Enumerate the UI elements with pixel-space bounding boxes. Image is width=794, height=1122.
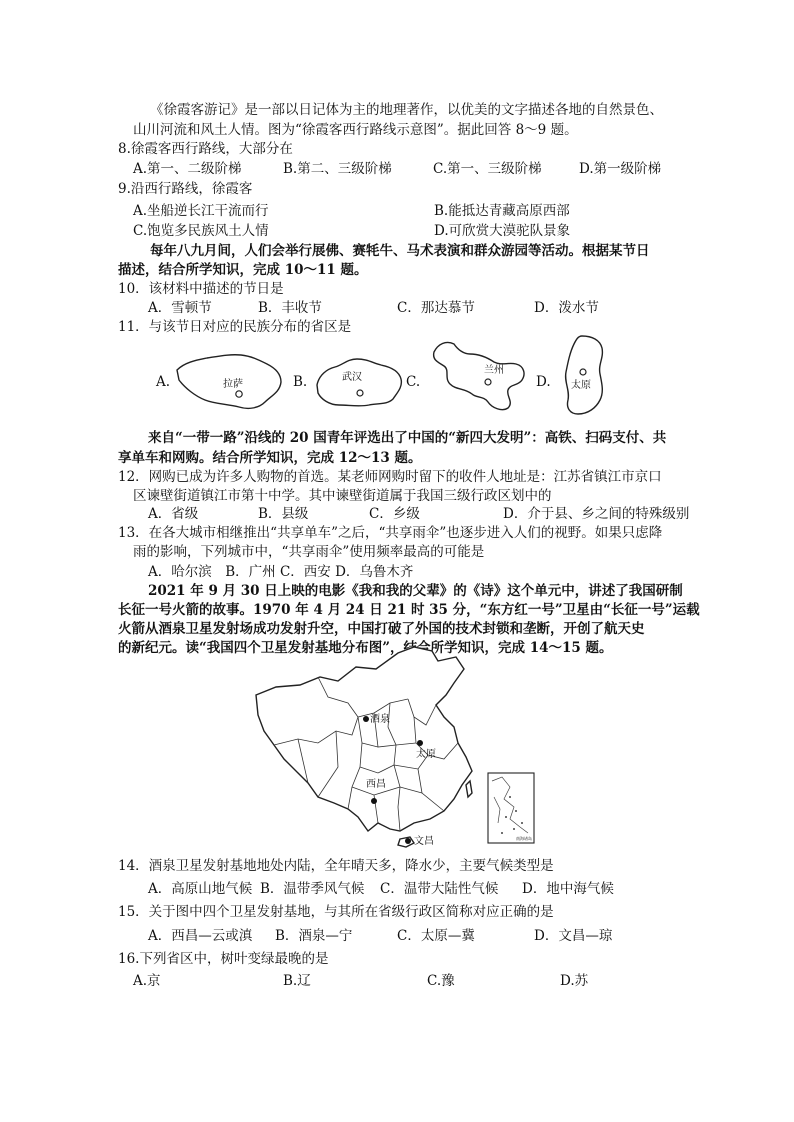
q8-option-b[interactable]: B.第二、三级阶梯	[283, 161, 392, 177]
map-label-jiuquan: 酒泉	[370, 714, 390, 725]
intro2-line2: 描述，结合所学知识，完成 10～11 题。	[118, 262, 368, 278]
intro4-line3: 火箭从酒泉卫星发射场成功发射升空，中国打破了外国的技术封锁和垄断，开创了航天史	[118, 621, 645, 637]
q12-option-c[interactable]: C．乡级	[369, 506, 420, 522]
hubei-map	[313, 355, 405, 411]
q10-option-d[interactable]: D．泼水节	[534, 300, 599, 316]
q15-stem: 15．关于图中四个卫星发射基地，与其所在省级行政区简称对应正确的是	[118, 904, 554, 920]
q11-stem: 11．与该节日对应的民族分布的省区是	[118, 319, 352, 335]
q8-option-c[interactable]: C.第一、三级阶梯	[433, 161, 542, 177]
q9-option-b[interactable]: B.能抵达青藏高原西部	[434, 203, 570, 219]
inset-label: 南海诸岛	[516, 836, 532, 841]
q10-stem: 10．该材料中描述的节日是	[118, 281, 284, 297]
q14-option-a[interactable]: A．高原山地气候	[148, 881, 253, 897]
intro4-line2: 长征一号火箭的故事。1970 年 4 月 24 日 21 时 35 分，“东方红一号”卫星由“长征一号”运载	[118, 602, 700, 618]
q15-option-d[interactable]: D．文昌—琼	[534, 928, 613, 944]
intro3-line1: 来自“一带一路”沿线的 20 国青年评选出了中国的“新四大发明”：高铁、扫码支付、共	[148, 430, 667, 446]
intro1-line1: 《徐霞客游记》是一部以日记体为主的地理著作，以优美的文字描述各地的自然景色、	[150, 102, 663, 118]
intro3-line2: 享单车和网购。结合所学知识，完成 12～13 题。	[118, 450, 422, 466]
q16-stem: 16.下列省区中，树叶变绿最晚的是	[118, 951, 329, 967]
q13-stem-line1: 13．在各大城市相继推出“共享单车”之后，“共享雨伞”也逐步进入人们的视野。如果只虑降	[118, 525, 663, 541]
q14-option-b[interactable]: B．温带季风气候	[260, 881, 365, 897]
q16-option-c[interactable]: C.豫	[427, 973, 455, 989]
q12-option-d[interactable]: D．介于县、乡之间的特殊级别	[503, 506, 690, 522]
q13-stem-line2: 雨的影响，下列城市中，“共享雨伞”使用频率最高的可能是	[133, 544, 485, 560]
q13-options[interactable]: A．哈尔滨 B．广州 C．西安 D．乌鲁木齐	[148, 564, 414, 580]
q14-option-c[interactable]: C．温带大陆性气候	[380, 881, 499, 897]
q12-option-a[interactable]: A．省级	[148, 506, 199, 522]
map-label-lanzhou: 兰州	[484, 365, 504, 376]
q14-option-d[interactable]: D．地中海气候	[522, 881, 614, 897]
q9-option-a[interactable]: A.坐船逆长江干流而行	[133, 203, 269, 219]
q10-option-a[interactable]: A．雪顿节	[148, 300, 212, 316]
q8-option-d[interactable]: D.第一级阶梯	[579, 161, 662, 177]
q16-option-d[interactable]: D.苏	[560, 973, 589, 989]
q10-option-b[interactable]: B．丰收节	[258, 300, 322, 316]
intro1-line2: 山川河流和风土人情。图为“徐霞客西行路线示意图”。据此回答 8～9 题。	[133, 122, 578, 138]
q8-stem: 8.徐霞客西行路线，大部分在	[118, 141, 293, 157]
q9-option-c[interactable]: C.饱览多民族风土人情	[133, 223, 269, 239]
q16-option-b[interactable]: B.辽	[283, 973, 311, 989]
q15-option-b[interactable]: B．酒泉—宁	[275, 928, 353, 944]
q14-stem: 14．酒泉卫星发射基地地处内陆，全年晴天多，降水少，主要气候类型是	[118, 858, 554, 874]
tibet-map	[175, 352, 285, 412]
map-label-wuhan: 武汉	[342, 372, 362, 383]
q12-stem-line1: 12．网购已成为许多人购物的首选。某老师网购时留下的收件人地址是：江苏省镇江市京口	[118, 469, 662, 485]
intro4-line1: 2021 年 9 月 30 日上映的电影《我和我的父辈》的《诗》这个单元中，讲述了我国研制	[148, 583, 683, 599]
shanxi-map	[558, 334, 610, 418]
q16-option-a[interactable]: A.京	[133, 973, 161, 989]
q15-option-a[interactable]: A．西昌—云或滇	[148, 928, 253, 944]
q11-option-a[interactable]: A.	[156, 374, 171, 390]
q11-option-c[interactable]: C.	[406, 374, 421, 390]
map-label-wenchang: 文昌	[414, 836, 434, 847]
gansu-map	[428, 338, 528, 414]
q9-option-d[interactable]: D.可欣赏大漠驼队景象	[434, 223, 571, 239]
q15-option-c[interactable]: C．太原—冀	[397, 928, 475, 944]
q10-option-c[interactable]: C．那达慕节	[397, 300, 475, 316]
intro2-line1: 每年八九月间，人们会举行展佛、赛牦牛、马术表演和群众游园等活动。根据某节日	[150, 243, 650, 259]
map-label-taiyuan: 太原	[571, 380, 591, 391]
map-label-china-taiyuan: 太原	[416, 749, 436, 760]
q8-option-a[interactable]: A.第一、二级阶梯	[133, 161, 242, 177]
q12-stem-line2: 区谏壁街道镇江市第十中学。其中谏壁街道属于我国三级行政区划中的	[133, 488, 552, 504]
q12-option-b[interactable]: B．县级	[258, 506, 309, 522]
q11-option-d[interactable]: D.	[536, 374, 551, 390]
map-label-xichang: 西昌	[366, 779, 386, 790]
q9-stem: 9.沿西行路线，徐霞客	[118, 181, 253, 197]
intro4-line4: 的新纪元。读“我国四个卫星发射基地分布图”，结合所学知识，完成 14～15 题。	[118, 640, 613, 656]
q11-option-b[interactable]: B.	[293, 374, 308, 390]
china-launch-sites-map	[248, 647, 540, 847]
map-label-lhasa: 拉萨	[223, 379, 243, 390]
